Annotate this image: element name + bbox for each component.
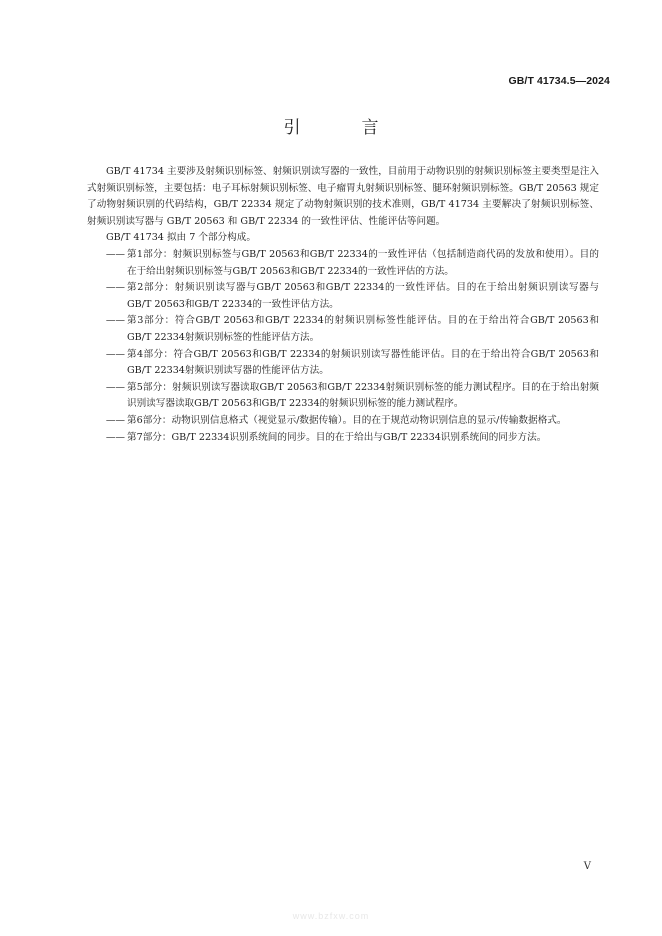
list-item-text: 第7部分：GB/T 22334识别系统间的同步。目的在于给出与GB/T 22334识别系统间的同步方法。 [127,431,547,443]
parts-intro-paragraph: GB/T 41734 拟由 7 个部分构成。 [106,232,256,244]
intro-paragraph: GB/T 41734 主要涉及射频识别标签、射频识别读写器的一致性，目前用于动物识别的射频识别标签主要类型是注入式射频识别标签，主要包括：电子耳标射频识别标签、电子瘤胃丸射频识别标签、腿环射频识别标签。GB/T 20563 规定了动物射频识别的代码结构，GB/T 22334 规定了动物射频识别的技术准则，GB/T 41734 主要解决了射频识别标签、射频识别读写器与 GB/T 20563 和 GB/T 22334 的一致性评估、性能评估等问题。 [87,166,599,227]
document-body [87,164,599,446]
list-dash: —— [105,315,125,327]
list-item-text: 第4部分：符合GB/T 20563和GB/T 22334的射频识别读写器性能评估。目的在于给出符合GB/T 20563和GB/T 22334射频识别读写器的性能评估方法。 [127,348,599,377]
standard-code: GB/T 41734.5—2024 [508,75,610,87]
list-dash: —— [105,381,125,393]
list-item [87,280,599,313]
list-item-text: 第1部分：射频识别标签与GB/T 20563和GB/T 22334的一致性评估（包括制造商代码的发放和使用）。目的在于给出射频识别标签与GB/T 20563和GB/T 22334的一致性评估的方法。 [127,248,599,277]
list-item [87,380,599,413]
list-item-text: 第3部分：符合GB/T 20563和GB/T 22334的射频识别标签性能评估。目的在于给出符合GB/T 20563和GB/T 22334射频识别标签的性能评估方法。 [127,315,599,343]
page-title: 引 言 [283,118,401,138]
list-item [87,313,599,346]
list-item [87,347,599,380]
list-item-text: 第2部分：射频识别读写器与GB/T 20563和GB/T 22334的一致性评估。目的在于给出射频识别读写器与GB/T 20563和GB/T 22334的一致性评估方法。 [127,282,599,310]
list-item-text: 第5部分：射频识别读写器读取GB/T 20563和GB/T 22334射频识别标签的能力测试程序。目的在于给出射频识别读写器读取GB/T 20563和GB/T 22334的射频识别标签的能力测试程序。 [127,381,599,410]
list-item [87,413,599,430]
list-dash: —— [105,431,125,443]
page-number: V [583,861,591,872]
list-dash: —— [105,348,125,360]
list-item [87,247,599,280]
list-item [87,430,599,447]
list-dash: —— [105,282,125,294]
watermark: www.bzfxw.com [292,911,370,921]
parts-list [87,247,599,446]
list-dash: —— [105,414,125,426]
list-dash: —— [105,248,125,260]
list-item-text: 第6部分：动物识别信息格式（视觉显示/数据传输）。目的在于规范动物识别信息的显示/传输数据格式。 [127,414,567,426]
